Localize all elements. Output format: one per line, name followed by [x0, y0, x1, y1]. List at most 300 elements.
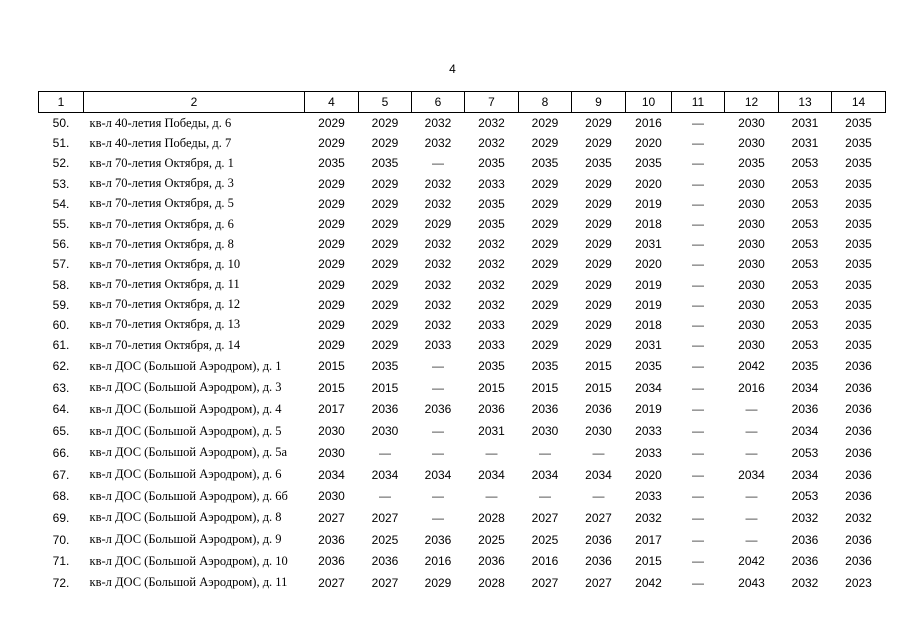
year-cell: 2027: [585, 575, 612, 590]
year-cell: 2036: [318, 554, 345, 569]
year-cell: 2032: [478, 277, 505, 292]
address-cell: кв-л 70-летия Октября, д. 5: [89, 196, 234, 211]
year-cell: 2029: [585, 338, 612, 353]
year-cell: —: [692, 445, 704, 460]
year-cell: 2035: [318, 156, 345, 171]
table-row: [39, 194, 886, 214]
year-cell: —: [432, 359, 444, 374]
row-number-cell: 66.: [52, 445, 70, 460]
row-number-cell: 62.: [52, 359, 70, 374]
year-cell: 2035: [478, 217, 505, 232]
year-cell: 2053: [791, 237, 819, 252]
column-header: 8: [519, 92, 572, 113]
year-cell: 2053: [791, 489, 819, 504]
year-cell: 2036: [791, 532, 819, 547]
year-cell: —: [692, 277, 704, 292]
year-cell: 2029: [585, 297, 612, 312]
year-cell: 2033: [478, 317, 505, 332]
year-cell: 2032: [424, 116, 452, 131]
table-row: [39, 572, 886, 594]
address-cell: кв-л ДОС (Большой Аэродром), д. 5а: [89, 445, 288, 460]
row-number-cell: 52.: [52, 156, 70, 171]
year-cell: 2032: [478, 116, 505, 131]
table-row: [39, 420, 886, 442]
table-row: [39, 234, 886, 254]
year-cell: 2029: [318, 338, 345, 353]
table-row: [39, 485, 886, 507]
address-cell: кв-л ДОС (Большой Аэродром), д. 5: [89, 423, 282, 438]
address-cell: кв-л 40-летия Победы, д. 6: [89, 115, 232, 130]
year-cell: 2035: [371, 156, 399, 171]
year-cell: 2029: [318, 297, 345, 312]
year-cell: 2032: [424, 237, 452, 252]
year-cell: 2034: [791, 380, 819, 395]
year-cell: 2019: [635, 277, 662, 292]
year-cell: 2032: [635, 510, 662, 525]
year-cell: 2035: [845, 156, 872, 171]
column-header: 5: [359, 92, 412, 113]
row-number-cell: 67.: [52, 467, 70, 482]
year-cell: 2029: [371, 116, 399, 131]
year-cell: 2017: [635, 532, 662, 547]
address-cell: кв-л ДОС (Большой Аэродром), д. 1: [89, 358, 282, 373]
year-cell: 2029: [585, 196, 612, 211]
year-cell: 2019: [635, 196, 662, 211]
column-header: 12: [725, 92, 779, 113]
column-header: 11: [672, 92, 725, 113]
address-cell: кв-л ДОС (Большой Аэродром), д. 6б: [89, 488, 288, 503]
year-cell: 2020: [635, 136, 662, 151]
year-cell: 2030: [318, 489, 345, 504]
year-cell: 2034: [738, 467, 765, 482]
row-number-cell: 53.: [52, 176, 70, 191]
row-number-cell: 69.: [52, 510, 70, 525]
year-cell: 2035: [635, 156, 662, 171]
register-table: [38, 91, 886, 594]
year-cell: 2031: [791, 136, 819, 151]
year-cell: 2030: [531, 424, 559, 439]
table-body: [39, 113, 886, 594]
year-cell: 2028: [478, 575, 505, 590]
year-cell: 2036: [585, 532, 612, 547]
year-cell: 2032: [791, 575, 819, 590]
year-cell: 2029: [371, 217, 399, 232]
year-cell: 2035: [478, 359, 505, 374]
year-cell: 2036: [585, 554, 612, 569]
year-cell: —: [432, 510, 444, 525]
table-row: [39, 529, 886, 551]
year-cell: —: [692, 402, 704, 417]
year-cell: 2036: [845, 359, 872, 374]
year-cell: 2034: [318, 467, 345, 482]
year-cell: 2036: [424, 532, 452, 547]
year-cell: 2030: [738, 338, 765, 353]
year-cell: 2034: [585, 467, 612, 482]
year-cell: 2029: [318, 237, 345, 252]
year-cell: 2027: [585, 510, 612, 525]
year-cell: 2053: [791, 217, 819, 232]
year-cell: 2032: [424, 176, 452, 191]
year-cell: 2029: [531, 196, 559, 211]
year-cell: 2027: [371, 510, 399, 525]
table-row: [39, 464, 886, 486]
address-cell: кв-л 70-летия Октября, д. 1: [89, 155, 234, 170]
year-cell: —: [692, 196, 704, 211]
table-row: [39, 315, 886, 335]
year-cell: 2042: [738, 359, 765, 374]
year-cell: 2035: [845, 196, 872, 211]
address-cell: кв-л ДОС (Большой Аэродром), д. 8: [89, 510, 282, 525]
year-cell: 2016: [738, 380, 765, 395]
row-number-cell: 56.: [52, 237, 70, 252]
year-cell: 2033: [635, 445, 662, 460]
year-cell: 2033: [478, 338, 505, 353]
year-cell: —: [539, 489, 551, 504]
table-row: [39, 442, 886, 464]
year-cell: —: [745, 510, 758, 525]
year-cell: 2029: [531, 257, 559, 272]
year-cell: 2053: [791, 176, 819, 191]
year-cell: —: [379, 445, 391, 460]
row-number-cell: 54.: [52, 196, 70, 211]
year-cell: 2029: [318, 116, 345, 131]
table-row: [39, 377, 886, 399]
table-row: [39, 174, 886, 194]
year-cell: 2035: [845, 136, 872, 151]
year-cell: 2023: [845, 575, 872, 590]
year-cell: 2035: [738, 156, 765, 171]
year-cell: —: [745, 402, 758, 417]
column-header: 7: [465, 92, 519, 113]
year-cell: 2029: [318, 317, 345, 332]
year-cell: —: [692, 532, 704, 547]
year-cell: 2035: [845, 116, 872, 131]
year-cell: 2036: [845, 554, 872, 569]
row-number-cell: 63.: [52, 380, 70, 395]
year-cell: —: [692, 489, 704, 504]
year-cell: 2017: [318, 402, 345, 417]
year-cell: —: [692, 467, 704, 482]
year-cell: 2015: [318, 359, 345, 374]
address-cell: кв-л 70-летия Октября, д. 8: [89, 236, 234, 251]
year-cell: 2030: [738, 196, 765, 211]
page-number: 4: [449, 62, 456, 76]
year-cell: 2030: [738, 317, 765, 332]
column-header: 10: [626, 92, 672, 113]
year-cell: —: [692, 317, 704, 332]
year-cell: 2035: [845, 237, 872, 252]
year-cell: 2029: [585, 116, 612, 131]
year-cell: 2036: [845, 380, 872, 395]
year-cell: 2030: [738, 257, 765, 272]
year-cell: 2042: [738, 554, 765, 569]
year-cell: 2029: [531, 217, 559, 232]
table-row: [39, 254, 886, 274]
year-cell: 2035: [845, 217, 872, 232]
column-header: 13: [779, 92, 832, 113]
year-cell: —: [692, 297, 704, 312]
row-number-cell: 61.: [52, 338, 70, 353]
year-cell: 2030: [738, 116, 765, 131]
year-cell: 2034: [791, 467, 819, 482]
year-cell: —: [745, 424, 758, 439]
address-cell: кв-л 70-летия Октября, д. 3: [89, 176, 234, 191]
year-cell: 2027: [318, 510, 345, 525]
year-cell: 2029: [531, 338, 559, 353]
table-row: [39, 214, 886, 234]
year-cell: 2035: [845, 257, 872, 272]
year-cell: 2036: [845, 445, 872, 460]
year-cell: 2036: [845, 402, 872, 417]
address-cell: кв-л 70-летия Октября, д. 12: [89, 297, 241, 312]
column-header: 6: [412, 92, 465, 113]
year-cell: 2043: [738, 575, 765, 590]
year-cell: 2029: [585, 176, 612, 191]
year-cell: 2018: [635, 217, 662, 232]
year-cell: 2036: [478, 402, 505, 417]
row-number-cell: 72.: [52, 575, 70, 590]
table-row: [39, 295, 886, 315]
year-cell: 2035: [371, 359, 399, 374]
column-header: 1: [39, 92, 84, 113]
row-number-cell: 50.: [52, 116, 70, 131]
year-cell: —: [432, 445, 444, 460]
year-cell: 2032: [478, 237, 505, 252]
year-cell: 2035: [845, 297, 872, 312]
year-cell: 2015: [318, 380, 345, 395]
table-row: [39, 153, 886, 173]
year-cell: 2053: [791, 317, 819, 332]
year-cell: 2034: [635, 380, 662, 395]
year-cell: 2032: [845, 510, 872, 525]
year-cell: 2035: [845, 176, 872, 191]
address-cell: кв-л ДОС (Большой Аэродром), д. 11: [89, 575, 288, 590]
address-cell: кв-л 70-летия Октября, д. 10: [89, 256, 241, 271]
table-row: [39, 550, 886, 572]
year-cell: 2029: [531, 317, 559, 332]
year-cell: —: [432, 424, 444, 439]
year-cell: 2036: [531, 402, 559, 417]
year-cell: 2036: [424, 402, 452, 417]
year-cell: 2032: [478, 136, 505, 151]
year-cell: 2053: [791, 297, 819, 312]
column-header: 4: [305, 92, 359, 113]
year-cell: 2032: [424, 297, 452, 312]
year-cell: 2033: [635, 424, 662, 439]
year-cell: 2031: [635, 237, 662, 252]
year-cell: 2053: [791, 156, 819, 171]
year-cell: 2029: [424, 217, 452, 232]
year-cell: 2031: [635, 338, 662, 353]
year-cell: 2035: [531, 156, 559, 171]
year-cell: 2053: [791, 257, 819, 272]
year-cell: —: [432, 156, 444, 171]
year-cell: 2029: [531, 176, 559, 191]
year-cell: —: [592, 445, 605, 460]
year-cell: 2029: [585, 136, 612, 151]
year-cell: 2036: [478, 554, 505, 569]
year-cell: 2035: [791, 359, 819, 374]
year-cell: 2029: [371, 338, 399, 353]
year-cell: 2029: [585, 217, 612, 232]
column-number-row: [39, 92, 886, 113]
year-cell: 2029: [318, 136, 345, 151]
year-cell: 2029: [371, 176, 399, 191]
year-cell: 2036: [585, 402, 612, 417]
year-cell: 2030: [318, 424, 345, 439]
year-cell: 2034: [478, 467, 505, 482]
year-cell: 2035: [845, 317, 872, 332]
year-cell: 2053: [791, 338, 819, 353]
column-header: 9: [572, 92, 626, 113]
year-cell: 2015: [585, 359, 612, 374]
year-cell: 2029: [318, 196, 345, 211]
year-cell: —: [432, 380, 444, 395]
row-number-cell: 55.: [52, 217, 70, 232]
year-cell: —: [692, 554, 704, 569]
year-cell: 2036: [318, 532, 345, 547]
address-cell: кв-л ДОС (Большой Аэродром), д. 6: [89, 467, 282, 482]
year-cell: 2025: [371, 532, 399, 547]
year-cell: 2034: [371, 467, 399, 482]
year-cell: 2016: [635, 116, 662, 131]
year-cell: 2035: [531, 359, 559, 374]
column-header: 14: [832, 92, 886, 113]
year-cell: 2032: [478, 257, 505, 272]
year-cell: —: [745, 532, 758, 547]
year-cell: 2015: [371, 380, 399, 395]
year-cell: 2036: [371, 554, 399, 569]
year-cell: 2025: [478, 532, 505, 547]
year-cell: 2027: [371, 575, 399, 590]
year-cell: 2031: [478, 424, 505, 439]
year-cell: —: [485, 445, 498, 460]
year-cell: 2036: [845, 532, 872, 547]
year-cell: 2034: [791, 424, 819, 439]
address-cell: кв-л ДОС (Большой Аэродром), д. 9: [89, 532, 282, 547]
year-cell: 2030: [738, 176, 765, 191]
row-number-cell: 57.: [52, 257, 70, 272]
year-cell: —: [745, 489, 758, 504]
year-cell: —: [692, 510, 704, 525]
year-cell: 2025: [531, 532, 559, 547]
year-cell: 2035: [478, 156, 505, 171]
year-cell: 2033: [635, 489, 662, 504]
year-cell: 2032: [424, 196, 452, 211]
year-cell: 2029: [424, 575, 452, 590]
year-cell: 2035: [845, 338, 872, 353]
year-cell: —: [692, 176, 704, 191]
year-cell: 2036: [845, 489, 872, 504]
year-cell: —: [692, 359, 704, 374]
row-number-cell: 51.: [52, 136, 70, 151]
address-cell: кв-л 70-летия Октября, д. 13: [89, 317, 241, 332]
year-cell: 2030: [371, 424, 399, 439]
year-cell: 2029: [371, 277, 399, 292]
year-cell: 2032: [424, 257, 452, 272]
address-cell: кв-л ДОС (Большой Аэродром), д. 3: [89, 380, 282, 395]
row-number-cell: 70.: [52, 532, 70, 547]
year-cell: 2053: [791, 277, 819, 292]
year-cell: 2030: [738, 297, 765, 312]
year-cell: 2032: [791, 510, 819, 525]
year-cell: 2029: [371, 317, 399, 332]
year-cell: 2029: [318, 277, 345, 292]
year-cell: 2030: [318, 445, 345, 460]
address-cell: кв-л 70-летия Октября, д. 6: [89, 216, 234, 231]
year-cell: 2036: [845, 424, 872, 439]
year-cell: 2029: [371, 257, 399, 272]
year-cell: 2042: [635, 575, 662, 590]
year-cell: 2016: [424, 554, 452, 569]
year-cell: 2027: [531, 510, 559, 525]
table-row: [39, 507, 886, 529]
year-cell: 2036: [791, 554, 819, 569]
year-cell: 2020: [635, 257, 662, 272]
year-cell: 2020: [635, 467, 662, 482]
year-cell: 2030: [738, 217, 765, 232]
year-cell: —: [692, 338, 704, 353]
year-cell: 2029: [585, 277, 612, 292]
year-cell: 2029: [371, 237, 399, 252]
year-cell: 2029: [585, 237, 612, 252]
table-row: [39, 355, 886, 377]
address-cell: кв-л 70-летия Октября, д. 11: [89, 277, 240, 292]
year-cell: —: [692, 116, 704, 131]
year-cell: 2033: [478, 176, 505, 191]
year-cell: 2015: [531, 380, 559, 395]
year-cell: 2019: [635, 402, 662, 417]
year-cell: 2016: [531, 554, 559, 569]
year-cell: —: [692, 237, 704, 252]
year-cell: —: [692, 424, 704, 439]
year-cell: 2029: [585, 257, 612, 272]
row-number-cell: 59.: [52, 297, 70, 312]
table-row: [39, 399, 886, 421]
row-number-cell: 68.: [52, 489, 70, 504]
year-cell: —: [485, 489, 498, 504]
year-cell: 2032: [424, 136, 452, 151]
year-cell: —: [692, 380, 704, 395]
year-cell: 2035: [845, 277, 872, 292]
column-header: 2: [84, 92, 305, 113]
table-row: [39, 133, 886, 153]
year-cell: 2027: [318, 575, 345, 590]
year-cell: 2029: [531, 136, 559, 151]
year-cell: —: [379, 489, 391, 504]
year-cell: 2029: [318, 176, 345, 191]
row-number-cell: 60.: [52, 317, 70, 332]
year-cell: 2035: [635, 359, 662, 374]
year-cell: 2036: [371, 402, 399, 417]
year-cell: 2028: [478, 510, 505, 525]
row-number-cell: 71.: [52, 554, 70, 569]
row-number-cell: 58.: [52, 277, 70, 292]
year-cell: 2029: [318, 217, 345, 232]
year-cell: 2029: [531, 297, 559, 312]
year-cell: —: [692, 257, 704, 272]
year-cell: 2015: [635, 554, 662, 569]
year-cell: 2029: [371, 196, 399, 211]
table-row: [39, 113, 886, 134]
year-cell: 2030: [585, 424, 612, 439]
year-cell: 2027: [531, 575, 559, 590]
year-cell: 2031: [791, 116, 819, 131]
year-cell: 2029: [531, 237, 559, 252]
year-cell: 2032: [478, 297, 505, 312]
year-cell: 2033: [424, 338, 452, 353]
year-cell: 2030: [738, 136, 765, 151]
